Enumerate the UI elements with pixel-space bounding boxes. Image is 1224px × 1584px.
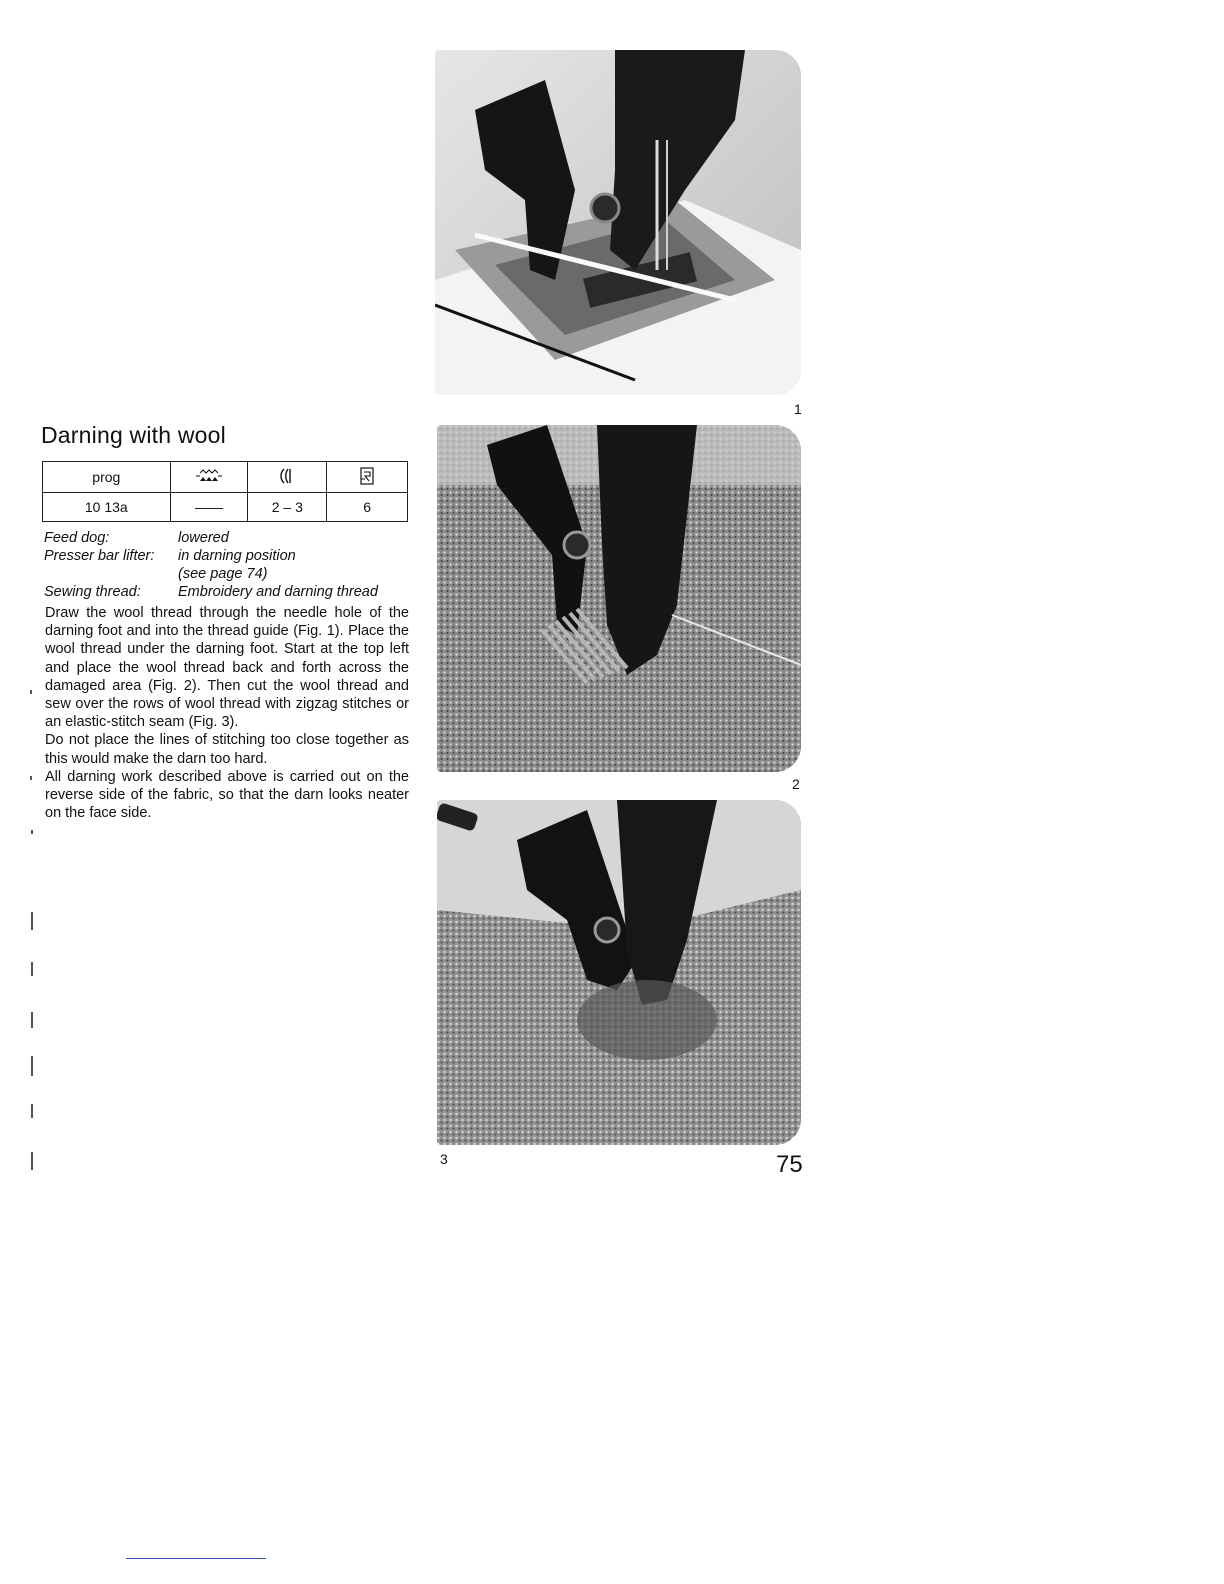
- figure-2-number: 2: [792, 776, 800, 792]
- spec-value-presser-bar: in darning position: [178, 548, 296, 564]
- paragraph: All darning work described above is carried out on the reverse side of the fabric, so that the darn looks neater on the face side.: [45, 768, 409, 822]
- stitch-width-icon: [194, 468, 224, 484]
- page-number: 75: [776, 1151, 803, 1178]
- margin-speck: [31, 1056, 33, 1076]
- margin-speck: [31, 1012, 33, 1028]
- presser-foot-header: [327, 462, 408, 493]
- paragraph: Do not place the lines of stitching too close together as this would make the darn too hard.: [45, 732, 409, 767]
- stitch-length-header: [248, 462, 327, 493]
- instructions-text: [45, 604, 409, 822]
- stitch-width-value: ——: [170, 493, 248, 522]
- stitch-length-value: 2 – 3: [248, 493, 327, 522]
- spec-label-presser-bar: Presser bar lifter:: [44, 548, 155, 564]
- settings-header-row: [43, 462, 408, 493]
- spec-label-feed-dog: Feed dog:: [44, 530, 110, 546]
- margin-speck: [31, 962, 33, 976]
- margin-speck: [30, 776, 32, 780]
- settings-value-row: [43, 493, 408, 522]
- footer-rule: [126, 1558, 266, 1559]
- presser-foot-icon: [358, 466, 376, 486]
- page-title: Darning with wool: [41, 422, 226, 448]
- figure-3-photo: [437, 800, 801, 1145]
- margin-speck: [31, 1104, 33, 1118]
- stitch-width-header: [170, 462, 248, 493]
- program-header: prog: [43, 462, 171, 493]
- margin-speck: [31, 830, 33, 834]
- margin-speck: [31, 1152, 33, 1170]
- settings-table: [42, 461, 408, 522]
- stitch-length-icon: [277, 466, 297, 486]
- paragraph: Draw the wool thread through the needle hole of the darning foot and into the thread guide (Fig. 1). Place the wool thread under the darning foot. Start at the top left and place the wool thread back and forth across the damaged area (Fig. 2). Then cut the wool thread and sew over the rows of wool thread with zigzag stitches or an elastic-stitch seam (Fig. 3).: [45, 605, 409, 731]
- margin-speck: [31, 912, 33, 930]
- margin-speck: [30, 690, 32, 694]
- figure-1-number: 1: [794, 401, 802, 417]
- program-value: 10 13a: [43, 493, 171, 522]
- spec-value-sewing-thread: Embroidery and darning thread: [178, 584, 378, 600]
- spec-value-feed-dog: lowered: [178, 530, 229, 546]
- spec-label-sewing-thread: Sewing thread:: [44, 584, 141, 600]
- figure-3-number: 3: [440, 1151, 448, 1167]
- figure-2-photo: [437, 425, 801, 772]
- presser-foot-value: 6: [327, 493, 408, 522]
- spec-value-see-page: (see page 74): [178, 566, 268, 582]
- figure-1-photo: [435, 50, 801, 395]
